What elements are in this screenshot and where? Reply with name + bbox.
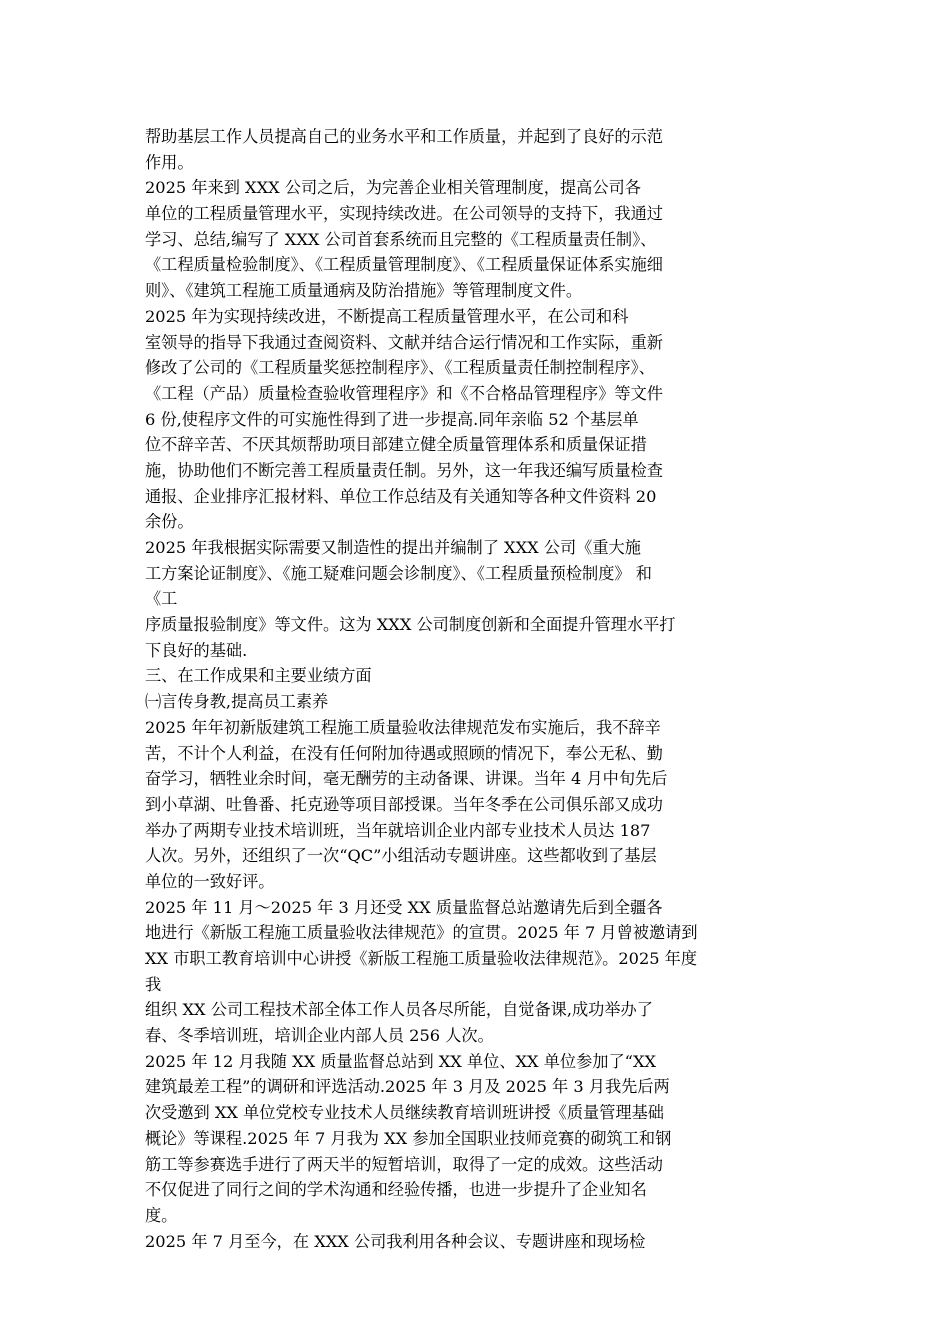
text-line: 举办了两期专业技术培训班，当年就培训企业内部专业技术人员达 187 bbox=[145, 820, 651, 840]
text-line: 作用。 bbox=[145, 152, 194, 172]
text-line: 次受邀到 XX 单位党校专业技术人员继续教育培训班讲授《质量管理基础 bbox=[145, 1103, 664, 1123]
text-line: 三、在工作成果和主要业绩方面 bbox=[145, 666, 372, 686]
text-line: 2025 年为实现持续改进，不断提高工程质量管理水平，在公司和科 bbox=[145, 306, 629, 326]
text-line: 奋学习，牺牲业余时间，毫无酬劳的主动备课、讲课。当年 4 月中旬先后 bbox=[145, 769, 668, 789]
text-line: 到小草湖、吐鲁番、托克逊等项目部授课。当年冬季在公司俱乐部又成功 bbox=[145, 794, 663, 814]
text-line: 人次。另外，还组织了一次“QC”小组活动专题讲座。这些都收到了基层 bbox=[145, 846, 657, 866]
text-line: 通报、企业排序汇报材料、单位工作总结及有关通知等各种文件资料 20 bbox=[145, 486, 657, 506]
text-line: 2025 年我根据实际需要又制造性的提出并编制了 XXX 公司《重大施 bbox=[145, 538, 641, 557]
text-line: 组织 XX 公司工程技术部全体工作人员各尽所能，自觉备课,成功举办了 bbox=[145, 1000, 653, 1020]
text-line: 苦，不计个人利益，在没有任何附加待遇或照顾的情况下，奉公无私、勤 bbox=[145, 743, 663, 763]
text-line: 2025 年 12 月我随 XX 质量监督总站到 XX 单位、XX 单位参加了“XX bbox=[145, 1051, 656, 1071]
text-line: 不仅促进了同行之间的学术沟通和经验传播，也进一步提升了企业知名 bbox=[145, 1180, 647, 1200]
text-line: 《工程（产品）质量检查验收管理程序》和《不合格品管理程序》等文件 bbox=[145, 383, 663, 403]
text-line: 学习、总结,编写了 XXX 公司首套系统而且完整的《工程质量责任制》、 bbox=[145, 229, 657, 249]
text-line: 施，协助他们不断完善工程质量责任制。另外，这一年我还编写质量检查 bbox=[145, 460, 663, 480]
text-line: 修改了公司的《工程质量奖惩控制程序》、《工程质量责任制控制程序》、 bbox=[145, 358, 655, 378]
document-body bbox=[145, 124, 825, 1254]
text-line: 2025 年来到 XXX 公司之后，为完善企业相关管理制度，提高公司各 bbox=[145, 178, 641, 198]
text-line: 建筑最差工程”的调研和评选活动.2025 年 3 月及 2025 年 3 月我先后两 bbox=[145, 1077, 670, 1097]
text-line: 单位的工程质量管理水平，实现持续改进。在公司领导的支持下，我通过 bbox=[145, 204, 663, 224]
text-line: 《工程质量检验制度》、《工程质量管理制度》、《工程质量保证体系实施细 bbox=[145, 255, 663, 275]
text-line: 筋工等参赛选手进行了两天半的短暂培训，取得了一定的成效。这些活动 bbox=[145, 1154, 663, 1174]
text-line: 余份。 bbox=[145, 512, 194, 532]
text-line: 《工 bbox=[145, 589, 178, 609]
text-line: 下良好的基础. bbox=[145, 640, 248, 660]
text-line: 单位的一致好评。 bbox=[145, 871, 275, 891]
text-line: 2025 年年初新版建筑工程施工质量验收法律规范发布实施后，我不辞辛 bbox=[145, 717, 661, 737]
text-line: XX 市职工教育培训中心讲授《新版工程施工质量验收法律规范》。2025 年度 bbox=[145, 949, 698, 968]
text-line: 我 bbox=[145, 974, 162, 994]
text-line: 帮助基层工作人员提高自己的业务水平和工作质量，并起到了良好的示范 bbox=[145, 127, 663, 146]
text-line: 序质量报验制度》等文件。这为 XXX 公司制度创新和全面提升管理水平打 bbox=[145, 615, 676, 635]
text-line: 2025 年 11 月～2025 年 3 月还受 XX 质量监督总站邀请先后到全疆各 bbox=[145, 897, 663, 917]
text-line: 室领导的指导下我通过查阅资料、文献并结合运行情况和工作实际，重新 bbox=[145, 332, 663, 352]
text-line: ㈠言传身教,提高员工素养 bbox=[145, 692, 329, 712]
text-line: 6 份,使程序文件的可实施性得到了进一步提高.同年亲临 52 个基层单 bbox=[145, 409, 639, 429]
text-line: 概论》等课程.2025 年 7 月我为 XX 参加全国职业技师竞赛的砌筑工和钢 bbox=[145, 1128, 672, 1148]
text-line: 春、冬季培训班，培训企业内部人员 256 人次。 bbox=[145, 1026, 494, 1046]
text-line: 2025 年 7 月至今，在 XXX 公司我利用各种会议、专题讲座和现场检 bbox=[145, 1231, 646, 1251]
text-line: 地进行《新版工程施工质量验收法律规范》的宣贯。2025 年 7 月曾被邀请到 bbox=[145, 923, 698, 943]
text-line: 工方案论证制度》、《施工疑难问题会诊制度》、《工程质量预检制度》 和 bbox=[145, 563, 652, 583]
text-line: 度。 bbox=[145, 1205, 178, 1225]
text-line: 则》、《建筑工程施工质量通病及防治措施》等管理制度文件。 bbox=[145, 281, 583, 301]
text-line: 位不辞辛苦、不厌其烦帮助项目部建立健全质量管理体系和质量保证措 bbox=[145, 435, 647, 455]
